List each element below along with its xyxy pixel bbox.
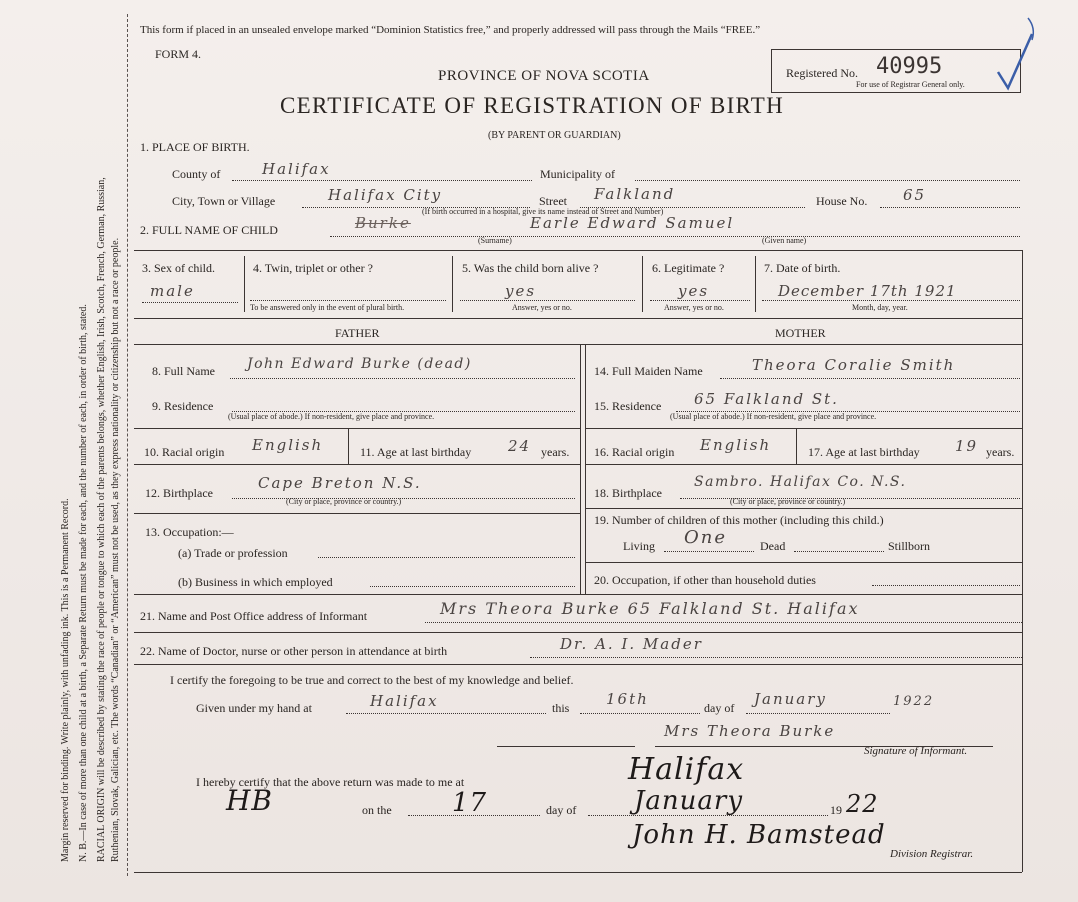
father-occupation-label: 13. Occupation:— (145, 525, 234, 539)
father-racial-label: 10. Racial origin (144, 445, 225, 459)
stillborn-label: Stillborn (888, 539, 931, 553)
mother-residence-note: (Usual place of abode.) If non-resident, give place and province. (670, 412, 877, 421)
page-subtitle: (BY PARENT OR GUARDIAN) (488, 130, 621, 141)
registrar-signature: John H. Bamstead (632, 820, 886, 850)
business-label: (b) Business in which employed (178, 575, 333, 589)
mother-age-label: 17. Age at last birthday (808, 445, 920, 459)
city-value: Halifax City (328, 186, 443, 204)
dead-label: Dead (760, 539, 786, 553)
children-count-label: 19. Number of children of this mother (including this child.) (594, 513, 884, 527)
informant-signature: Mrs Theora Burke (664, 722, 836, 740)
mother-birthplace-label: 18. Birthplace (594, 486, 662, 500)
registrar-year-prefix: 19 (830, 803, 842, 817)
county-label: County of (172, 167, 221, 181)
alive-note: Answer, yes or no. (512, 303, 572, 312)
given-place-value: Halifax (370, 692, 439, 710)
registrar-label: Division Registrar. (890, 848, 974, 860)
mother-years-label: years. (986, 445, 1015, 459)
living-value: One (684, 527, 728, 548)
doctor-value: Dr. A. I. Mader (560, 635, 703, 653)
birth-date-label: 7. Date of birth. (764, 261, 841, 275)
mother-age-value: 19 (955, 437, 979, 455)
father-heading: FATHER (335, 326, 380, 340)
municipality-label: Municipality of (540, 167, 615, 181)
sex-value: male (150, 282, 195, 300)
father-age-label: 11. Age at last birthday (360, 445, 472, 459)
column-divider (580, 344, 581, 594)
mother-racial-value: English (700, 436, 772, 454)
child-name-label: 2. FULL NAME OF CHILD (140, 223, 278, 237)
registered-number: 40995 (876, 54, 943, 79)
registrar-place-value: Halifax (628, 752, 745, 787)
check-mark-icon (992, 14, 1042, 94)
county-value: Halifax (262, 160, 331, 178)
father-name-label: 8. Full Name (152, 364, 215, 378)
registrar-year-value: 22 (846, 790, 879, 818)
cert-month-value: January (754, 690, 827, 708)
house-label: House No. (816, 194, 868, 208)
sex-label: 3. Sex of child. (142, 261, 215, 275)
child-surname: Burke (355, 214, 411, 232)
registrar-month-value: January (634, 786, 744, 816)
cert-dayof-label: day of (704, 701, 735, 715)
father-age-value: 24 (508, 437, 532, 455)
mother-birthplace-value: Sambro. Halifax Co. N.S. (694, 474, 907, 490)
margin-nb-note: N. B.—In case of more than one child at a birth, a Separate Return must be made for each, and the number of each, in order of birth, stated. (78, 304, 89, 862)
bottom-border (134, 872, 1022, 873)
father-birthplace-value: Cape Breton N.S. (258, 474, 422, 492)
registered-note: For use of Registrar General only. (856, 80, 965, 89)
alive-value: yes (505, 282, 537, 300)
registrar-initials: HB (226, 784, 273, 817)
mother-residence-value: 65 Falkland St. (694, 390, 839, 408)
father-racial-value: English (252, 436, 324, 454)
father-name-value: John Edward Burke (dead) (247, 356, 472, 372)
house-value: 65 (903, 186, 927, 204)
binding-line (127, 14, 128, 876)
doctor-label: 22. Name of Doctor, nurse or other person in attendance at birth (140, 644, 448, 658)
informant-value: Mrs Theora Burke 65 Falkland St. Halifax (440, 599, 860, 618)
mother-heading: MOTHER (775, 326, 826, 340)
registrar-day-value: 17 (452, 788, 488, 818)
father-birthplace-note: (City or place, province or country.) (286, 497, 402, 506)
registrar-dayof-label: day of (546, 803, 577, 817)
father-residence-note: (Usual place of abode.) If non-resident, give place and province. (228, 412, 435, 421)
margin-racial-note: RACIAL ORIGIN will be described by stating the race of people or tongue to which each of the parents belongs, whether English, Irish, Scotch, French, German, Russian, (96, 177, 107, 862)
legitimate-note: Answer, yes or no. (664, 303, 724, 312)
mother-name-value: Theora Coralie Smith (752, 356, 956, 374)
province-heading: PROVINCE OF NOVA SCOTIA (438, 68, 650, 84)
cert-year-value: 1922 (893, 694, 935, 709)
divider (134, 250, 1022, 251)
father-birthplace-label: 12. Birthplace (145, 486, 213, 500)
cert-day-value: 16th (606, 690, 649, 708)
mother-birthplace-note: (City or place, province or country.) (730, 497, 846, 506)
informant-signature-label: Signature of Informant. (864, 745, 968, 757)
mother-name-label: 14. Full Maiden Name (594, 364, 703, 378)
page-title: CERTIFICATE OF REGISTRATION OF BIRTH (280, 93, 785, 118)
child-given-name: Earle Edward Samuel (530, 214, 735, 232)
place-of-birth-heading: 1. PLACE OF BIRTH. (140, 140, 250, 154)
informant-label: 21. Name and Post Office address of Informant (140, 609, 368, 623)
this-label: this (552, 701, 570, 715)
street-value: Falkland (594, 185, 676, 203)
certify-text: I certify the foregoing to be true and correct to the best of my knowledge and belief. (170, 673, 574, 687)
alive-label: 5. Was the child born alive ? (462, 261, 599, 275)
twin-label: 4. Twin, triplet or other ? (253, 261, 373, 275)
given-name-note: (Given name) (762, 236, 807, 245)
twin-note: To be answered only in the event of plural birth. (250, 303, 405, 312)
father-residence-label: 9. Residence (152, 399, 214, 413)
divider (134, 318, 1022, 319)
trade-label: (a) Trade or profession (178, 546, 288, 560)
mother-occupation-label: 20. Occupation, if other than household duties (594, 573, 816, 587)
legitimate-value: yes (678, 282, 710, 300)
registered-box (771, 49, 1021, 93)
mother-racial-label: 16. Racial origin (594, 445, 675, 459)
street-label: Street (539, 194, 567, 208)
birth-date-note: Month, day, year. (852, 303, 908, 312)
postal-notice: This form if placed in an unsealed envelope marked “Dominion Statistics free,” and properly addressed will pass through the Mails “FREE.” (140, 24, 761, 36)
legitimate-label: 6. Legitimate ? (652, 261, 725, 275)
form-number: FORM 4. (155, 47, 202, 61)
registrar-on-label: on the (362, 803, 392, 817)
city-label: City, Town or Village (172, 194, 276, 208)
hospital-note: (If birth occurred in a hospital, give its name instead of Street and Number) (422, 207, 664, 216)
surname-note: (Surname) (478, 236, 512, 245)
registrar-certify-text: I hereby certify that the above return was made to me at (196, 775, 465, 789)
registered-label: Registered No. (786, 66, 858, 80)
margin-binding-note: Margin reserved for binding. Write plainly, with unfading ink. This is a Permanent Record. (60, 498, 71, 862)
father-years-label: years. (541, 445, 570, 459)
living-label: Living (623, 539, 655, 553)
margin-racial-note-2: Ruthenian, Slovak, Galician, etc. The words “Canadian” or “American” must not be used, as they express nationality or citizenship but not a race or people. (110, 237, 121, 862)
given-label: Given under my hand at (196, 701, 312, 715)
mother-residence-label: 15. Residence (594, 399, 662, 413)
birth-date-value: December 17th 1921 (778, 282, 957, 300)
